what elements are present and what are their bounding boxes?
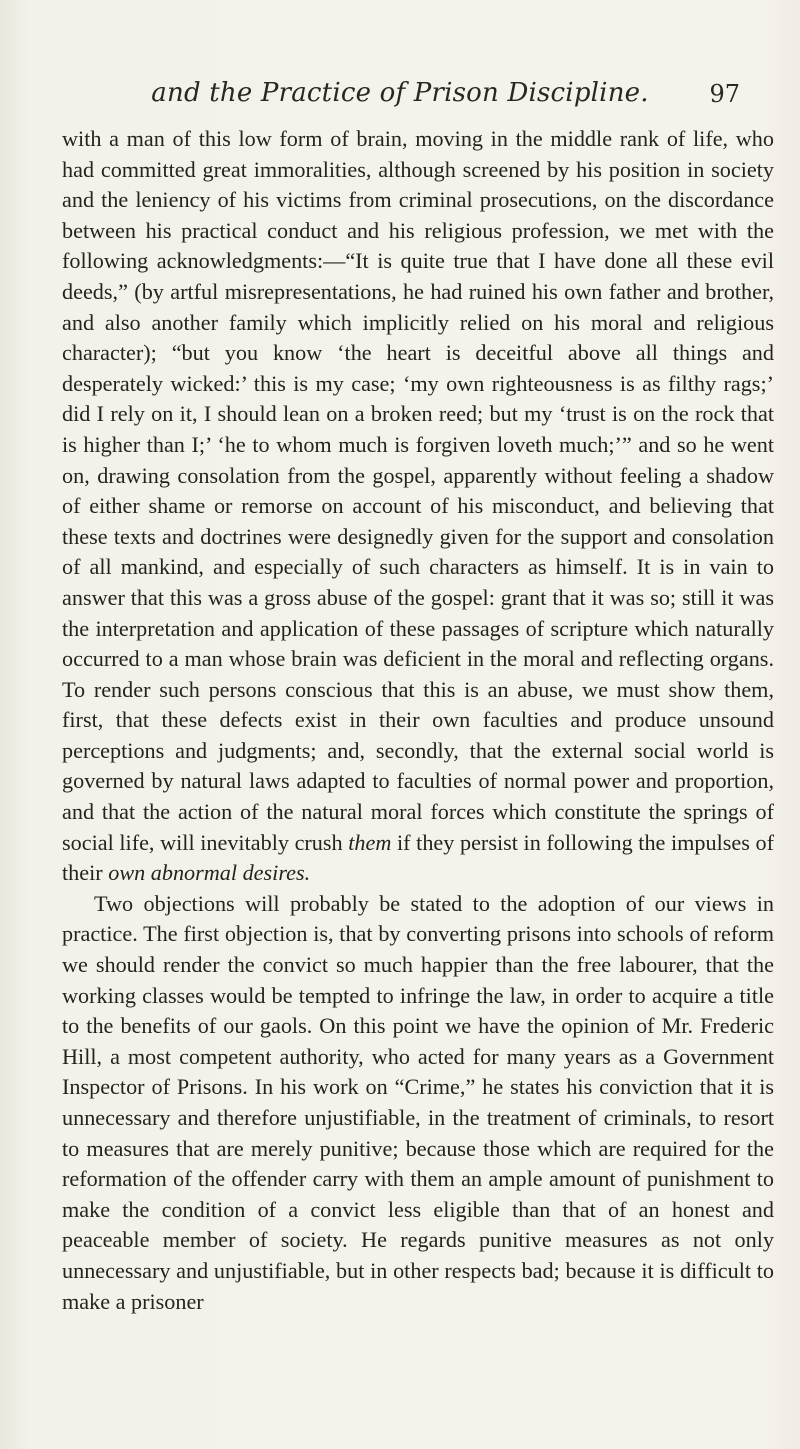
running-head [0, 78, 800, 118]
paragraph-1 [62, 124, 774, 889]
body-text [62, 124, 774, 1317]
page-number: 97 [709, 80, 740, 108]
paragraph-1-text-continued: if they persist in following the impulses of their [62, 829, 775, 886]
paragraph-1-emphasis-them: them [348, 829, 392, 855]
paragraph-1-emphasis-desires: own abnormal desires. [108, 860, 311, 886]
running-title: and the Practice of Prison Discipline. [151, 78, 649, 108]
paragraph-2: Two objections will probably be stated to the adoption of our views in practice. The first objection is, that by converting prisons into schools of reform we should render the convict so much happier than the free labourer, that the working classes would be tempted to infringe the law, in order to acquire a title to the benefits of our gaols. On this point we have the opinion of Mr. Frederic Hill, a most competent authority, who acted for many years as a Government Inspector of Prisons. In his work on “Crime,” he states his conviction that it is unnecessary and therefore unjustifiable, in the treatment of criminals, to resort to measures that are merely punitive; because those which are required for the reformation of the offender carry with them an ample amount of punishment to make the condition of a convict less eligible than that of an honest and peaceable member of society. He regards punitive measures as not only unnecessary and unjustifiable, but in other respects bad; because it is difficult to make a prisoner [62, 890, 774, 1314]
paragraph-1-text: with a man of this low form of brain, moving in the middle rank of life, who had committed great immoralities, although screened by his position in society and the leniency of his victims from criminal prosecutions, on the discordance between his practical conduct and his religious profession, we met with the following acknowledgments:—“It is quite true that I have done all these evil deeds,” (by artful misrepresentations, he had ruined his own father and brother, and also another family which implicitly relied on his moral and religious character); “but you know ‘the heart is deceitful above all things and desperately wicked:’ this is my case; ‘my own righteousness is as filthy rags;’ did I rely on it, I should lean on a broken reed; but my ‘trust is on the rock that is higher than I;’ ‘he to whom much is forgiven loveth much;’” and so he went on, drawing consolation from the gospel, apparently without feeling a shadow of either shame or remorse on account of his misconduct, and believing that these texts and doctrines were designedly given for the support and consolation of all mankind, and especially of such characters as himself. It is in vain to answer that this was a gross abuse of the gospel: grant that it was so; still it was the interpretation and application of these passages of scripture which naturally occurred to a man whose brain was deficient in the moral and reflecting organs. To render such persons conscious that this is an abuse, we must show them, first, that these defects exist in their own faculties and produce unsound perceptions and judgments; and, secondly, that the external social world is governed by natural laws adapted to faculties of normal power and proportion, and that the action of the natural moral forces which constitute the springs of social life, will inevitably crush [62, 126, 774, 855]
